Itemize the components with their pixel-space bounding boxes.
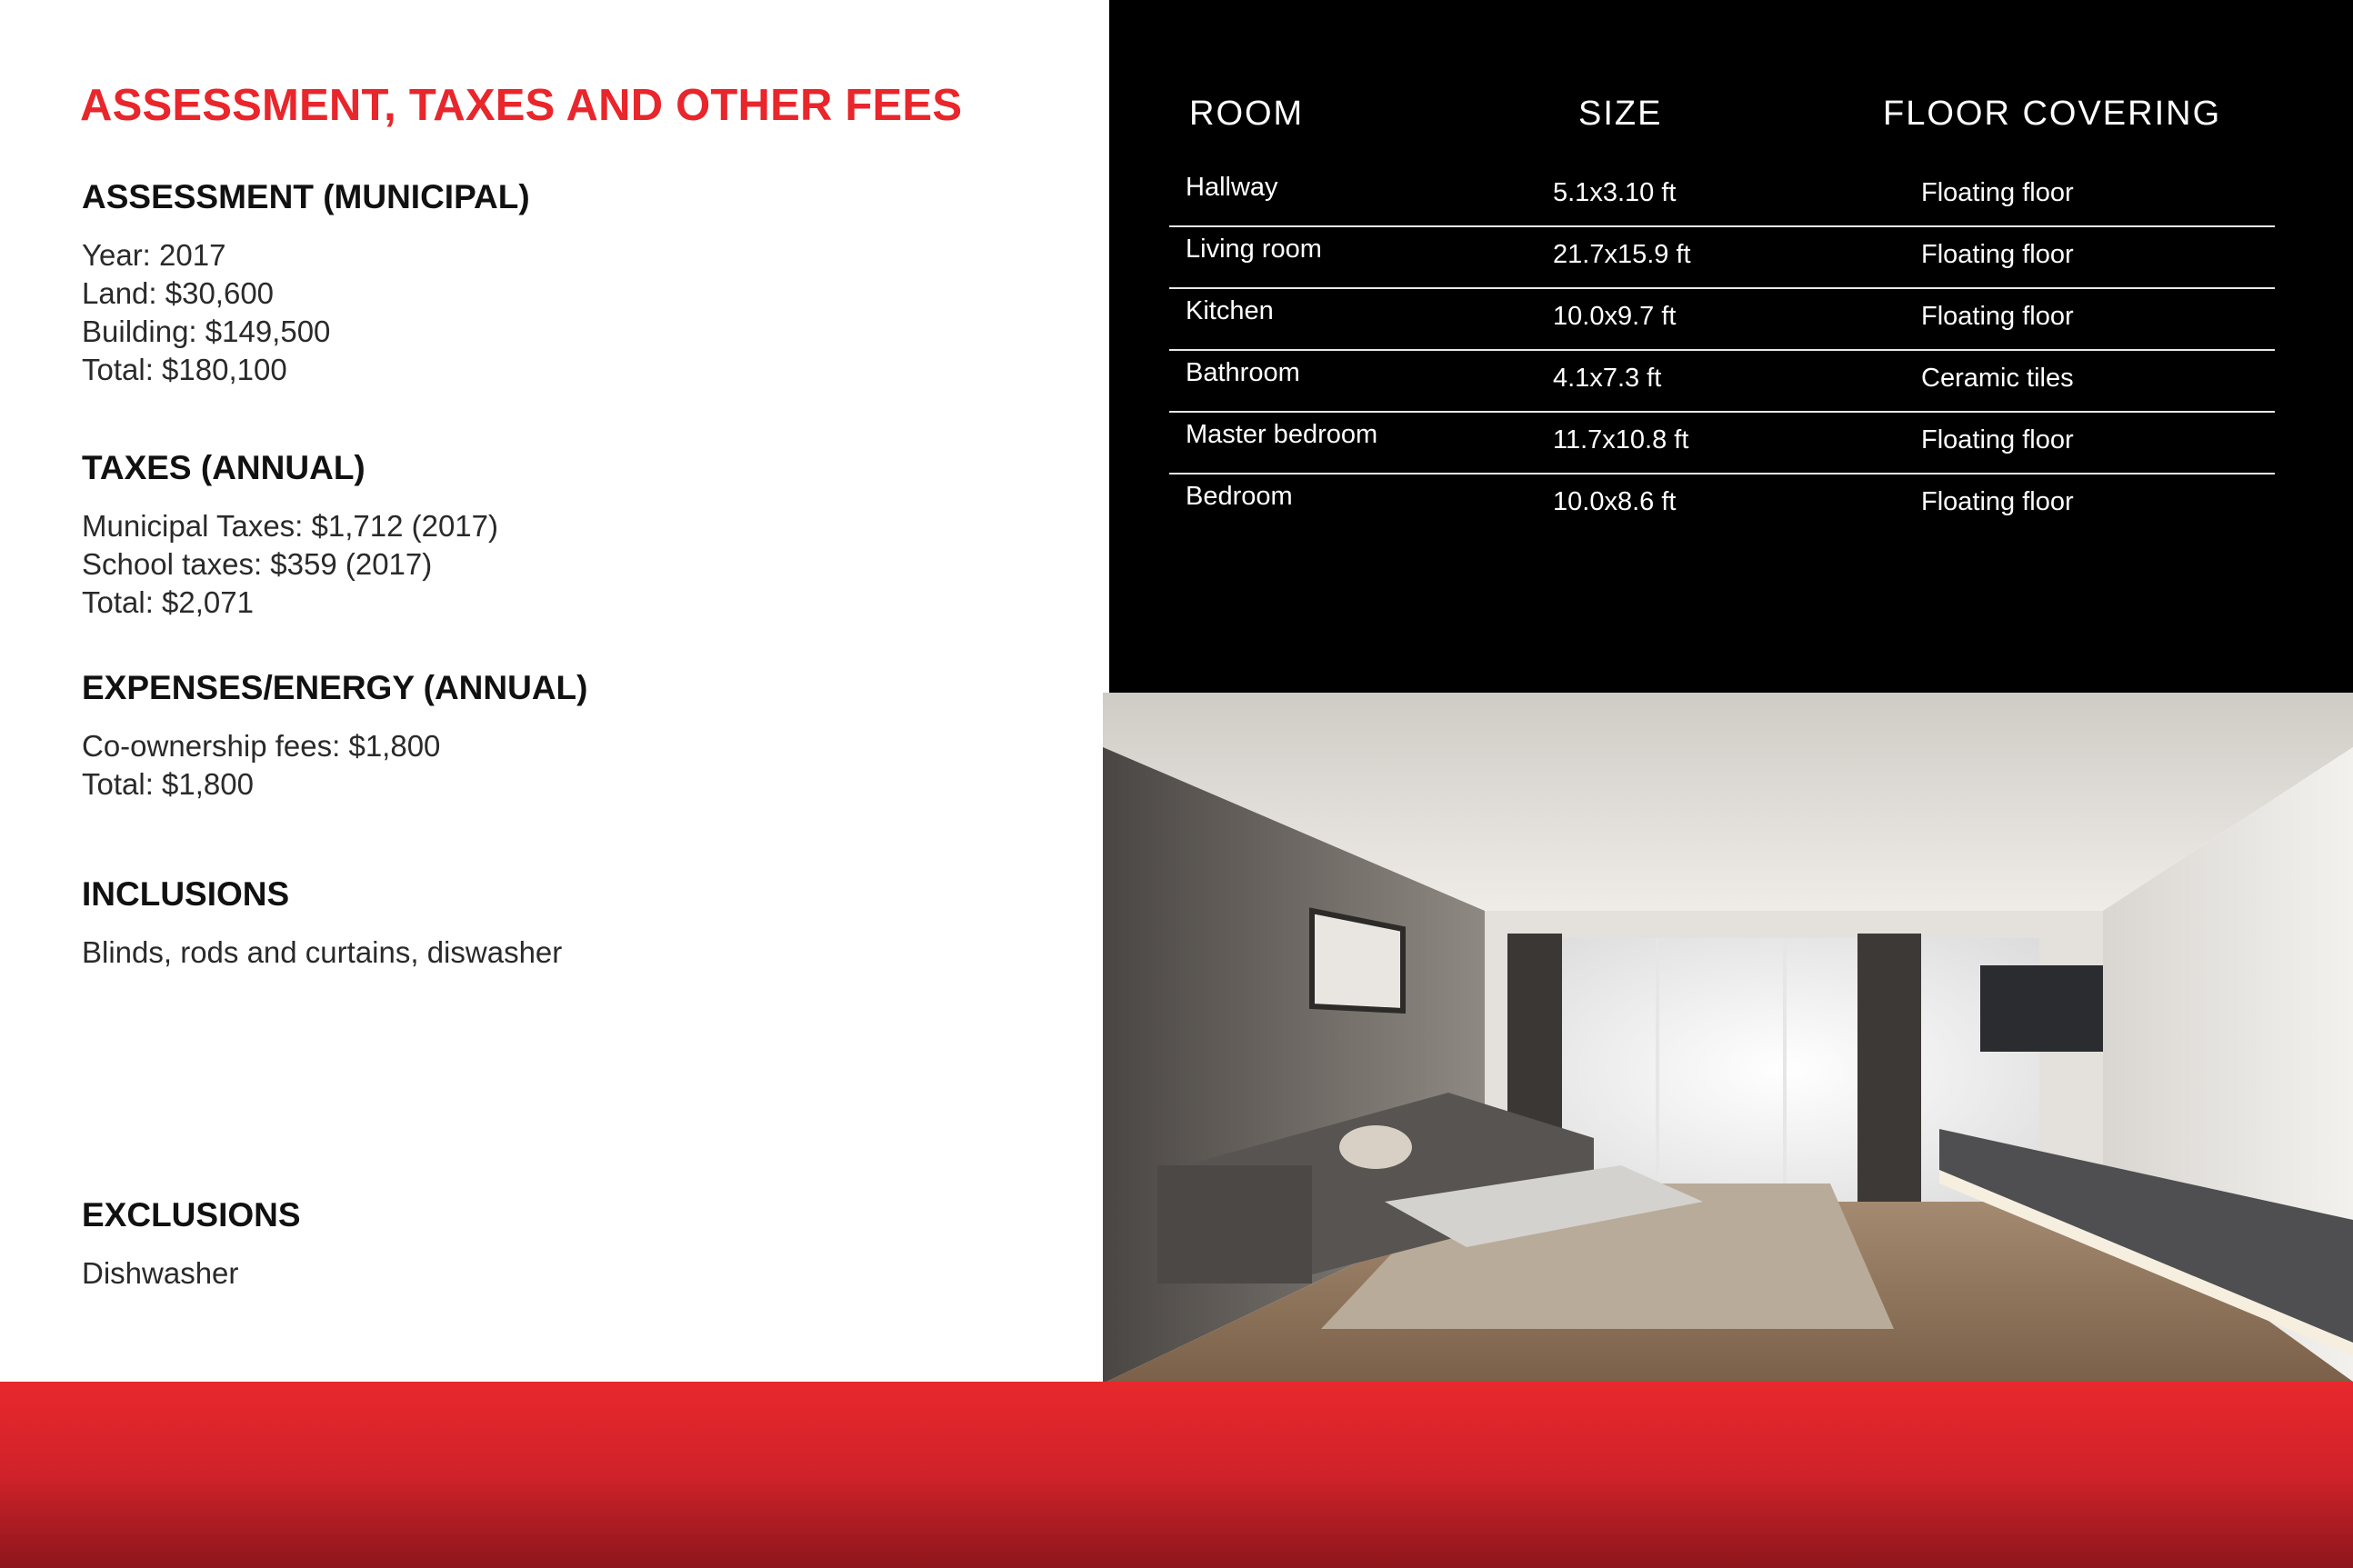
expenses-heading: EXPENSES/ENERGY (ANNUAL)	[82, 669, 588, 706]
room-name: Living room	[1186, 235, 1322, 264]
fees-column	[0, 0, 1106, 1382]
room-size: 10.0x8.6 ft	[1553, 487, 1677, 516]
assessment-heading: ASSESSMENT (MUNICIPAL)	[82, 178, 530, 215]
inclusions-text: Blinds, rods and curtains, diswasher	[82, 935, 563, 969]
exclusions-section	[82, 1196, 301, 1293]
taxes-heading: TAXES (ANNUAL)	[82, 449, 365, 486]
table-row	[1169, 413, 2275, 474]
room-floor: Floating floor	[1921, 178, 2074, 207]
footer-bar	[0, 1382, 2353, 1568]
co-ownership-fees: Co-ownership fees: $1,800	[82, 729, 441, 763]
header-room: ROOM	[1189, 95, 1305, 133]
municipal-taxes: Municipal Taxes: $1,712 (2017)	[82, 509, 499, 543]
room-size: 21.7x15.9 ft	[1553, 240, 1691, 269]
assessment-year: Year: 2017	[82, 238, 226, 272]
expenses-section	[82, 669, 587, 804]
header-floor-covering: FLOOR COVERING	[1883, 95, 2222, 133]
room-size: 11.7x10.8 ft	[1553, 425, 1689, 454]
table-row	[1169, 165, 2275, 227]
table-row	[1169, 474, 2275, 534]
room-floor: Ceramic tiles	[1921, 364, 2074, 393]
room-name: Bedroom	[1186, 482, 1293, 511]
page-title: ASSESSMENT, TAXES AND OTHER FEES	[80, 81, 963, 130]
living-room-photo	[1103, 693, 2353, 1382]
taxes-total: Total: $2,071	[82, 585, 254, 619]
room-floor: Floating floor	[1921, 487, 2074, 516]
table-row	[1169, 351, 2275, 413]
inclusions-heading: INCLUSIONS	[82, 875, 290, 913]
room-size: 10.0x9.7 ft	[1553, 302, 1677, 331]
room-table-panel	[1109, 0, 2353, 704]
room-name: Master bedroom	[1186, 420, 1378, 449]
room-floor: Floating floor	[1921, 302, 2074, 331]
room-name: Kitchen	[1186, 296, 1274, 325]
school-taxes: School taxes: $359 (2017)	[82, 547, 433, 581]
taxes-section	[82, 449, 498, 622]
assessment-land: Land: $30,600	[82, 276, 275, 310]
room-name: Hallway	[1186, 173, 1278, 202]
table-row	[1169, 289, 2275, 351]
room-size: 5.1x3.10 ft	[1553, 178, 1677, 207]
room-floor: Floating floor	[1921, 425, 2074, 454]
room-floor: Floating floor	[1921, 240, 2074, 269]
room-table-header	[1169, 87, 2275, 165]
inclusions-section	[82, 875, 562, 972]
room-table	[1169, 87, 2275, 534]
assessment-section	[82, 178, 530, 389]
assessment-total: Total: $180,100	[82, 353, 287, 386]
room-name: Bathroom	[1186, 358, 1300, 387]
exclusions-text: Dishwasher	[82, 1256, 239, 1290]
exclusions-heading: EXCLUSIONS	[82, 1196, 301, 1233]
expenses-total: Total: $1,800	[82, 767, 254, 801]
header-size: SIZE	[1578, 95, 1663, 133]
table-row	[1169, 227, 2275, 289]
assessment-building: Building: $149,500	[82, 315, 331, 348]
room-size: 4.1x7.3 ft	[1553, 364, 1662, 393]
